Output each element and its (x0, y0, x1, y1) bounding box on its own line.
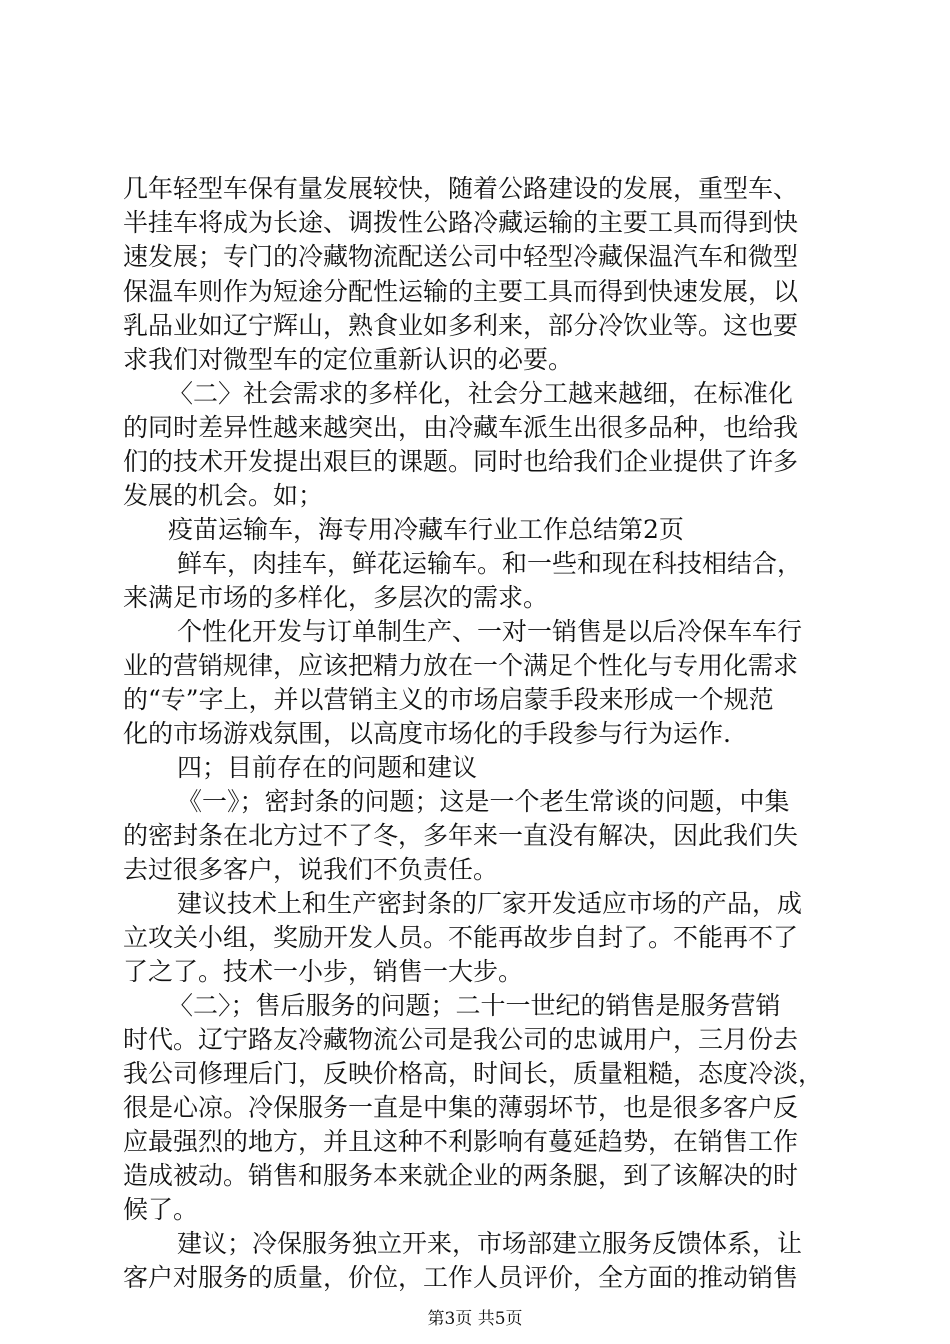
text-line: 很是心凉。冷保服务一直是中集的薄弱坏节，也是很多客户反 (123, 1093, 799, 1122)
text-line: 乳品业如辽宁辉山，熟食业如多利来，部分冷饮业等。这也要 (123, 311, 799, 340)
text-line: 来满足市场的多样化，多层次的需求。 (123, 583, 549, 612)
text-line: 建议技术上和生产密封条的厂家开发适应市场的产品，成 (177, 889, 803, 918)
text-line: 的同时差异性越来越突出，由冷藏车派生出很多品种，也给我 (123, 413, 799, 442)
page-number: 第3页 共5页 (427, 1309, 523, 1329)
text-line: 们的技术开发提出艰巨的课题。同时也给我们企业提供了许多 (123, 447, 799, 476)
text-line: 保温车则作为短途分配性运输的主要工具而得到快速发展，以 (123, 277, 799, 306)
text-line: 鲜车，肉挂车，鲜花运输车。和一些和现在科技相结合， (177, 549, 803, 578)
text-line: 半挂车将成为长途、调拨性公路冷藏运输的主要工具而得到快 (123, 208, 799, 237)
text-line: 候了。 (123, 1195, 199, 1224)
text-line: 客户对服务的质量，价位，工作人员评价，全方面的推动销售 (123, 1263, 799, 1292)
text-line: 了之了。技术一小步，销售一大步。 (123, 957, 524, 986)
text-line: 化的市场游戏氛围，以高度市场化的手段参与行为运作. (123, 719, 731, 748)
text-line: 《一》；密封条的问题；这是一个老生常谈的问题，中集 (177, 787, 790, 816)
text-line: 立攻关小组，奖励开发人员。不能再故步自封了。不能再不了 (123, 923, 799, 952)
text-line: 应最强烈的地方，并且这种不利影响有蔓延趋势，在销售工作 (123, 1127, 799, 1156)
text-line: 〈二〉；售后服务的问题；二十一世纪的销售是服务营销 (168, 991, 781, 1020)
text-line: 的密封条在北方过不了冬，多年来一直没有解决，因此我们失 (123, 821, 799, 850)
section-heading: 四；目前存在的问题和建议 (177, 753, 478, 782)
text-line: 发展的机会。如； (123, 481, 324, 510)
text-line: 的“专”字上，并以营销主义的市场启蒙手段来形成一个规范 (123, 685, 774, 714)
text-line: 造成被动。销售和服务本来就企业的两条腿，到了该解决的时 (123, 1161, 799, 1190)
text-line: 时代。辽宁路友冷藏物流公司是我公司的忠诚用户，三月份去 (123, 1025, 799, 1054)
text-line: 速发展；专门的冷藏物流配送公司中轻型冷藏保温汽车和微型 (123, 242, 799, 271)
text-line: 业的营销规律，应该把精力放在一个满足个性化与专用化需求 (123, 651, 799, 680)
text-line: 个性化开发与订单制生产、一对一销售是以后冷保车车行 (177, 617, 803, 646)
text-line: 疫苗运输车，海专用冷藏车行业工作总结第2页 (168, 515, 684, 544)
text-line: 求我们对微型车的定位重新认识的必要。 (123, 345, 574, 374)
text-line: 建议；冷保服务独立开来，市场部建立服务反馈体系，让 (177, 1229, 803, 1258)
text-line: 去过很多客户，说我们不负责任。 (123, 855, 499, 884)
text-line: 几年轻型车保有量发展较快，随着公路建设的发展，重型车、 (123, 174, 799, 203)
text-line: 我公司修理后门，反映价格高，时间长，质量粗糙，态度冷淡， (123, 1059, 824, 1088)
text-line: 〈二〉社会需求的多样化，社会分工越来越细，在标准化 (168, 379, 794, 408)
